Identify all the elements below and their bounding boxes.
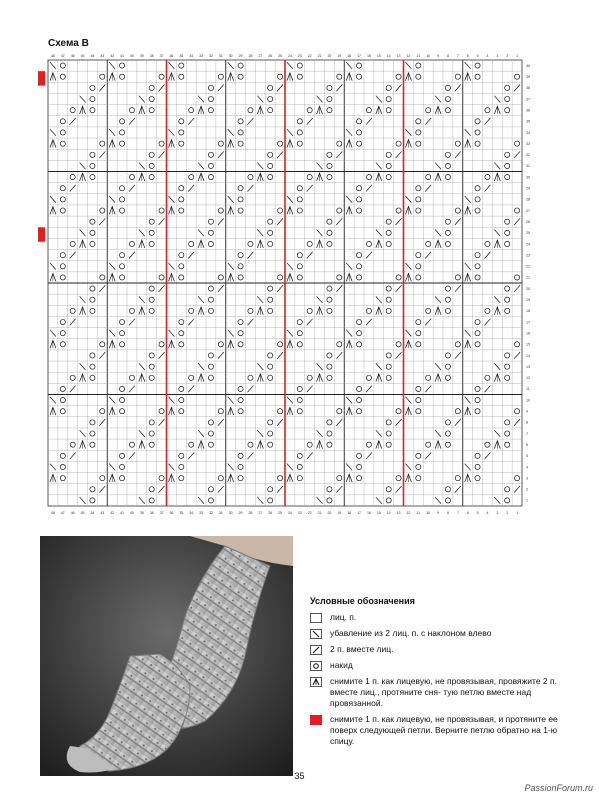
- row-label: 13: [526, 364, 530, 369]
- row-label: 31: [526, 164, 530, 169]
- column-label: 10: [426, 511, 431, 515]
- lambda-icon: [310, 677, 322, 687]
- column-label: 16: [366, 54, 371, 58]
- column-label: 33: [199, 54, 204, 58]
- column-label: 9: [437, 511, 440, 515]
- slash-back-icon: [310, 629, 322, 639]
- column-label: 6: [466, 54, 469, 58]
- row-label: 5: [526, 454, 528, 459]
- column-label: 29: [238, 511, 243, 515]
- legend-text: накид: [330, 660, 353, 670]
- column-label: 34: [189, 54, 194, 58]
- row-label: 35: [526, 119, 530, 124]
- column-label: 24: [287, 511, 292, 515]
- socks-photo: [40, 536, 293, 776]
- column-label: 40: [129, 511, 134, 515]
- column-label: 25: [278, 511, 283, 515]
- column-label: 8: [446, 511, 449, 515]
- column-label: 46: [70, 54, 75, 58]
- column-label: 5: [476, 511, 479, 515]
- column-label: 21: [317, 54, 322, 58]
- column-label: 10: [426, 54, 431, 58]
- column-label: 24: [287, 54, 292, 58]
- column-label: 1: [516, 54, 519, 58]
- legend-item-yo: [310, 660, 580, 671]
- row-label: 36: [526, 108, 530, 113]
- column-label: 22: [307, 511, 312, 515]
- row-label: 21: [526, 275, 530, 280]
- legend-text: убавление из 2 лиц. п. с наклоном влево: [330, 628, 492, 638]
- column-label: 20: [327, 54, 332, 58]
- red-row-marker: [38, 227, 45, 241]
- legend-text: лиц. п.: [330, 612, 357, 622]
- column-label: 30: [228, 54, 233, 58]
- column-label: 13: [396, 54, 401, 58]
- column-label: 40: [129, 54, 134, 58]
- empty-square-icon: [310, 613, 322, 623]
- column-label: 20: [327, 511, 332, 515]
- column-label: 32: [208, 511, 213, 515]
- row-label: 15: [526, 342, 530, 347]
- column-label: 30: [228, 511, 233, 515]
- legend-item-sk2p: [310, 676, 580, 709]
- row-label: 25: [526, 231, 530, 236]
- legend-item-knit: [310, 612, 580, 623]
- row-label: 39: [526, 75, 530, 80]
- column-label: 19: [337, 511, 342, 515]
- legend-item-red-marker: [310, 714, 580, 747]
- row-label: 32: [526, 153, 530, 158]
- row-label: 37: [526, 97, 530, 102]
- row-label: 11: [526, 387, 530, 392]
- column-label: 28: [248, 511, 253, 515]
- column-label: 36: [169, 511, 174, 515]
- row-label: 33: [526, 141, 530, 146]
- column-label: 47: [60, 54, 65, 58]
- row-label: 34: [526, 130, 530, 135]
- column-label: 14: [386, 54, 391, 58]
- row-label: 14: [526, 353, 530, 358]
- column-label: 39: [139, 54, 144, 58]
- column-label: 43: [100, 511, 105, 515]
- column-label: 9: [437, 54, 440, 58]
- column-label: 18: [347, 54, 352, 58]
- row-label: 18: [526, 309, 530, 314]
- watermark: PassionForum.ru: [524, 783, 593, 793]
- column-label: 5: [476, 54, 479, 58]
- row-label: 23: [526, 253, 530, 258]
- row-label: 38: [526, 86, 530, 91]
- row-label: 12: [526, 376, 530, 381]
- column-label: 26: [268, 54, 273, 58]
- row-label: 26: [526, 219, 530, 224]
- column-label: 41: [120, 54, 125, 58]
- row-label: 28: [526, 197, 530, 202]
- column-label: 19: [337, 54, 342, 58]
- chart-title: Схема В: [48, 38, 89, 49]
- column-label: 37: [159, 511, 164, 515]
- column-label: 35: [179, 511, 184, 515]
- column-label: 13: [396, 511, 401, 515]
- legend: [310, 596, 580, 752]
- column-label: 28: [248, 54, 253, 58]
- row-label: 17: [526, 320, 530, 325]
- row-label: 29: [526, 186, 530, 191]
- column-label: 38: [149, 511, 154, 515]
- column-label: 23: [297, 511, 302, 515]
- column-label: 27: [258, 54, 263, 58]
- column-label: 1: [516, 511, 519, 515]
- column-label: 7: [456, 511, 459, 515]
- column-label: 46: [70, 511, 75, 515]
- column-label: 7: [456, 54, 459, 58]
- column-label: 21: [317, 511, 322, 515]
- column-label: 2: [506, 54, 509, 58]
- column-label: 39: [139, 511, 144, 515]
- column-label: 41: [120, 511, 125, 515]
- column-label: 45: [80, 511, 85, 515]
- column-label: 48: [50, 54, 55, 58]
- column-label: 31: [218, 54, 223, 58]
- column-label: 15: [376, 511, 381, 515]
- column-label: 11: [416, 511, 421, 515]
- column-label: 32: [208, 54, 213, 58]
- column-label: 3: [496, 54, 499, 58]
- column-label: 27: [258, 511, 263, 515]
- column-label: 37: [159, 54, 164, 58]
- column-label: 42: [110, 54, 115, 58]
- column-label: 11: [416, 54, 421, 58]
- column-label: 15: [376, 54, 381, 58]
- column-label: 12: [406, 511, 411, 515]
- row-label: 20: [526, 286, 530, 291]
- row-label: 3: [526, 476, 528, 481]
- column-label: 34: [189, 511, 194, 515]
- column-label: 3: [496, 511, 499, 515]
- row-label: 8: [526, 420, 528, 425]
- column-label: 23: [297, 54, 302, 58]
- row-label: 1: [526, 498, 528, 503]
- legend-item-k2tog: [310, 644, 580, 655]
- legend-text: снимите 1 п. как лицевую, не провязывая, провяжите 2 п. вместе лиц., протяните сня- тую петлю вместе над провязанной.: [330, 676, 557, 708]
- row-label: 9: [526, 409, 528, 414]
- column-label: 6: [466, 511, 469, 515]
- column-label: 45: [80, 54, 85, 58]
- column-label: 22: [307, 54, 312, 58]
- column-label: 4: [486, 511, 489, 515]
- row-label: 24: [526, 242, 530, 247]
- column-label: 44: [90, 54, 95, 58]
- column-label: 43: [100, 54, 105, 58]
- column-label: 31: [218, 511, 223, 515]
- column-label: 16: [366, 511, 371, 515]
- row-label: 4: [526, 465, 528, 470]
- row-label: 6: [526, 442, 528, 447]
- legend-title: Условные обозначения: [310, 596, 415, 606]
- column-label: 36: [169, 54, 174, 58]
- row-label: 7: [526, 431, 528, 436]
- column-label: 14: [386, 511, 391, 515]
- column-label: 18: [347, 511, 352, 515]
- circle-icon: [310, 661, 322, 671]
- legend-item-ssk: [310, 628, 580, 639]
- column-label: 17: [357, 511, 362, 515]
- red-row-marker: [38, 71, 45, 85]
- column-label: 17: [357, 54, 362, 58]
- red-square-icon: [310, 715, 322, 725]
- row-label: 19: [526, 298, 530, 303]
- column-label: 8: [446, 54, 449, 58]
- slash-forward-icon: [310, 645, 322, 655]
- row-label: 22: [526, 264, 530, 269]
- row-label: 10: [526, 398, 530, 403]
- column-label: 44: [90, 511, 95, 515]
- legend-text: снимите 1 п. как лицевую, не провязывая, и протяните ее поверх следующей петли. Верните петлю обратно на 1-ю спицу.: [330, 714, 558, 746]
- legend-text: 2 п. вместе лиц.: [330, 644, 394, 654]
- column-label: 12: [406, 54, 411, 58]
- column-label: 26: [268, 511, 273, 515]
- row-label: 2: [526, 487, 528, 492]
- column-label: 2: [506, 511, 509, 515]
- row-label: 27: [526, 208, 530, 213]
- row-label: 30: [526, 175, 530, 180]
- column-label: 42: [110, 511, 115, 515]
- column-label: 33: [199, 511, 204, 515]
- column-label: 29: [238, 54, 243, 58]
- column-label: 35: [179, 54, 184, 58]
- column-label: 48: [50, 511, 55, 515]
- column-label: 47: [60, 511, 65, 515]
- page-number: 35: [294, 771, 305, 781]
- column-label: 38: [149, 54, 154, 58]
- column-label: 25: [278, 54, 283, 58]
- column-label: 4: [486, 54, 489, 58]
- row-label: 16: [526, 331, 530, 336]
- row-label: 40: [526, 63, 530, 68]
